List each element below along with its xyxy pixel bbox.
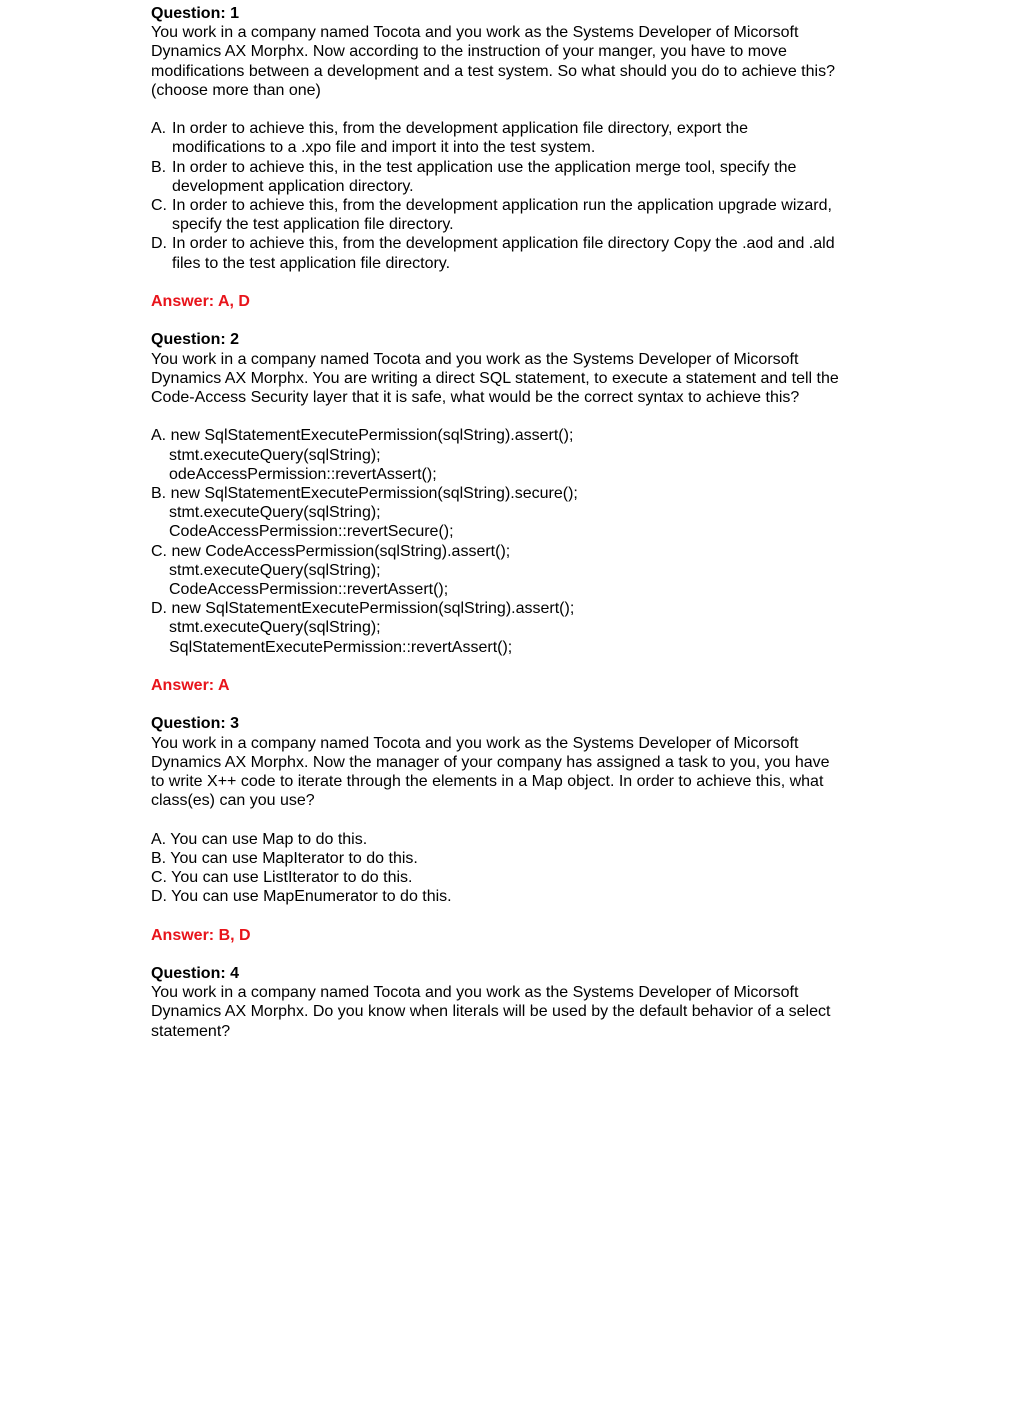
- question-text: [151, 23, 881, 100]
- option-line: In order to achieve this, in the test application use the application merge tool, specify the: [172, 158, 797, 176]
- question-text-line: You work in a company named Tocota and you work as the Systems Developer of Micorsoft: [151, 350, 799, 368]
- question-block: [151, 964, 881, 1041]
- option-line: [151, 426, 881, 445]
- option-line: You can use MapEnumerator to do this.: [171, 888, 452, 906]
- answer-option: [151, 158, 881, 196]
- option-line: development application directory.: [172, 177, 414, 195]
- answer-option: [151, 484, 881, 542]
- answer-option: [151, 542, 881, 600]
- option-line: You can use Map to do this.: [170, 830, 368, 848]
- option-letter: D.: [151, 235, 167, 253]
- question-text-line: You work in a company named Tocota and you work as the Systems Developer of Micorsoft: [151, 984, 799, 1002]
- option-line: You can use ListIterator to do this.: [171, 869, 413, 887]
- question-text-line: Code-Access Security layer that it is safe, what would be the correct syntax to achieve this?: [151, 389, 800, 407]
- code-line: new CodeAccessPermission(sqlString).assert();: [171, 542, 511, 560]
- code-line: stmt.executeQuery(sqlString);: [169, 619, 381, 637]
- code-line: stmt.executeQuery(sqlString);: [169, 446, 381, 464]
- question-text-line: modifications between a development and a test system. So what should you do to achieve this?: [151, 62, 835, 80]
- answer-key: Answer: B, D: [151, 926, 251, 944]
- code-line: SqlStatementExecutePermission::revertAssert();: [169, 638, 513, 656]
- option-letter: A.: [151, 830, 167, 848]
- code-line: CodeAccessPermission::revertAssert();: [169, 581, 449, 599]
- option-line: [151, 484, 881, 503]
- option-letter: A.: [151, 427, 167, 445]
- option-letter: C.: [151, 542, 167, 560]
- code-line: stmt.executeQuery(sqlString);: [169, 561, 381, 579]
- answer-option: [151, 868, 881, 887]
- question-text-line: Dynamics AX Morphx. Now the manager of your company has assigned a task to you, you have: [151, 753, 830, 771]
- answer-option: [151, 234, 881, 272]
- question-text-line: Dynamics AX Morphx. Now according to the instruction of your manger, you have to move: [151, 43, 787, 61]
- question-title: Question: 4: [151, 965, 240, 983]
- answer-option: [151, 887, 881, 906]
- question-text-line: (choose more than one): [151, 81, 321, 99]
- question-text-line: You work in a company named Tocota and you work as the Systems Developer of Micorsoft: [151, 734, 799, 752]
- question-text-line: to write X++ code to iterate through the elements in a Map object. In order to achieve this, what: [151, 773, 824, 791]
- answer-option: [151, 830, 881, 849]
- question-text: [151, 983, 881, 1041]
- option-letter: A.: [151, 120, 167, 138]
- answer-option: [151, 119, 881, 157]
- option-line: In order to achieve this, from the development application file directory Copy the .aod and .ald: [172, 235, 835, 253]
- option-letter: B.: [151, 485, 167, 503]
- code-line: CodeAccessPermission::revertSecure();: [169, 523, 454, 541]
- question-block: [151, 4, 881, 330]
- answer-option: [151, 196, 881, 234]
- document-page: [151, 4, 881, 1041]
- answer-option: [151, 426, 881, 484]
- option-letter: C.: [151, 869, 167, 887]
- question-text-line: Dynamics AX Morphx. You are writing a direct SQL statement, to execute a statement and tell the: [151, 369, 839, 387]
- question-text-line: Dynamics AX Morphx. Do you know when literals will be used by the default behavior of a select: [151, 1003, 831, 1021]
- option-letter: D.: [151, 600, 167, 618]
- option-line: You can use MapIterator to do this.: [170, 849, 418, 867]
- answer-option: [151, 599, 881, 657]
- option-letter: C.: [151, 197, 167, 215]
- question-block: [151, 330, 881, 714]
- question-block: [151, 714, 881, 964]
- code-line: new SqlStatementExecutePermission(sqlString).secure();: [170, 485, 578, 503]
- option-letter: D.: [151, 888, 167, 906]
- answer-key: Answer: A, D: [151, 293, 250, 311]
- question-title: Question: 3: [151, 715, 240, 733]
- option-letter: B.: [151, 849, 167, 867]
- question-title: Question: 2: [151, 331, 240, 349]
- option-line: In order to achieve this, from the development application file directory, export the: [172, 120, 749, 138]
- option-line: modifications to a .xpo file and import it into the test system.: [172, 139, 596, 157]
- option-line: files to the test application file directory.: [172, 254, 451, 272]
- answer-option: [151, 849, 881, 868]
- option-line: In order to achieve this, from the development application run the application upgrade wizard,: [172, 197, 832, 215]
- question-text-line: class(es) can you use?: [151, 792, 315, 810]
- code-line: odeAccessPermission::revertAssert();: [169, 465, 437, 483]
- option-line: specify the test application file directory.: [172, 216, 454, 234]
- question-title: Question: 1: [151, 5, 240, 22]
- code-line: new SqlStatementExecutePermission(sqlString).assert();: [170, 427, 574, 445]
- option-line: [151, 599, 881, 618]
- code-line: new SqlStatementExecutePermission(sqlString).assert();: [171, 600, 575, 618]
- answer-key: Answer: A: [151, 677, 230, 695]
- code-line: stmt.executeQuery(sqlString);: [169, 504, 381, 522]
- question-text-line: statement?: [151, 1022, 231, 1040]
- question-text: [151, 734, 881, 811]
- option-letter: B.: [151, 158, 167, 176]
- question-text: [151, 350, 881, 408]
- option-line: [151, 542, 881, 561]
- question-text-line: You work in a company named Tocota and you work as the Systems Developer of Micorsoft: [151, 24, 799, 42]
